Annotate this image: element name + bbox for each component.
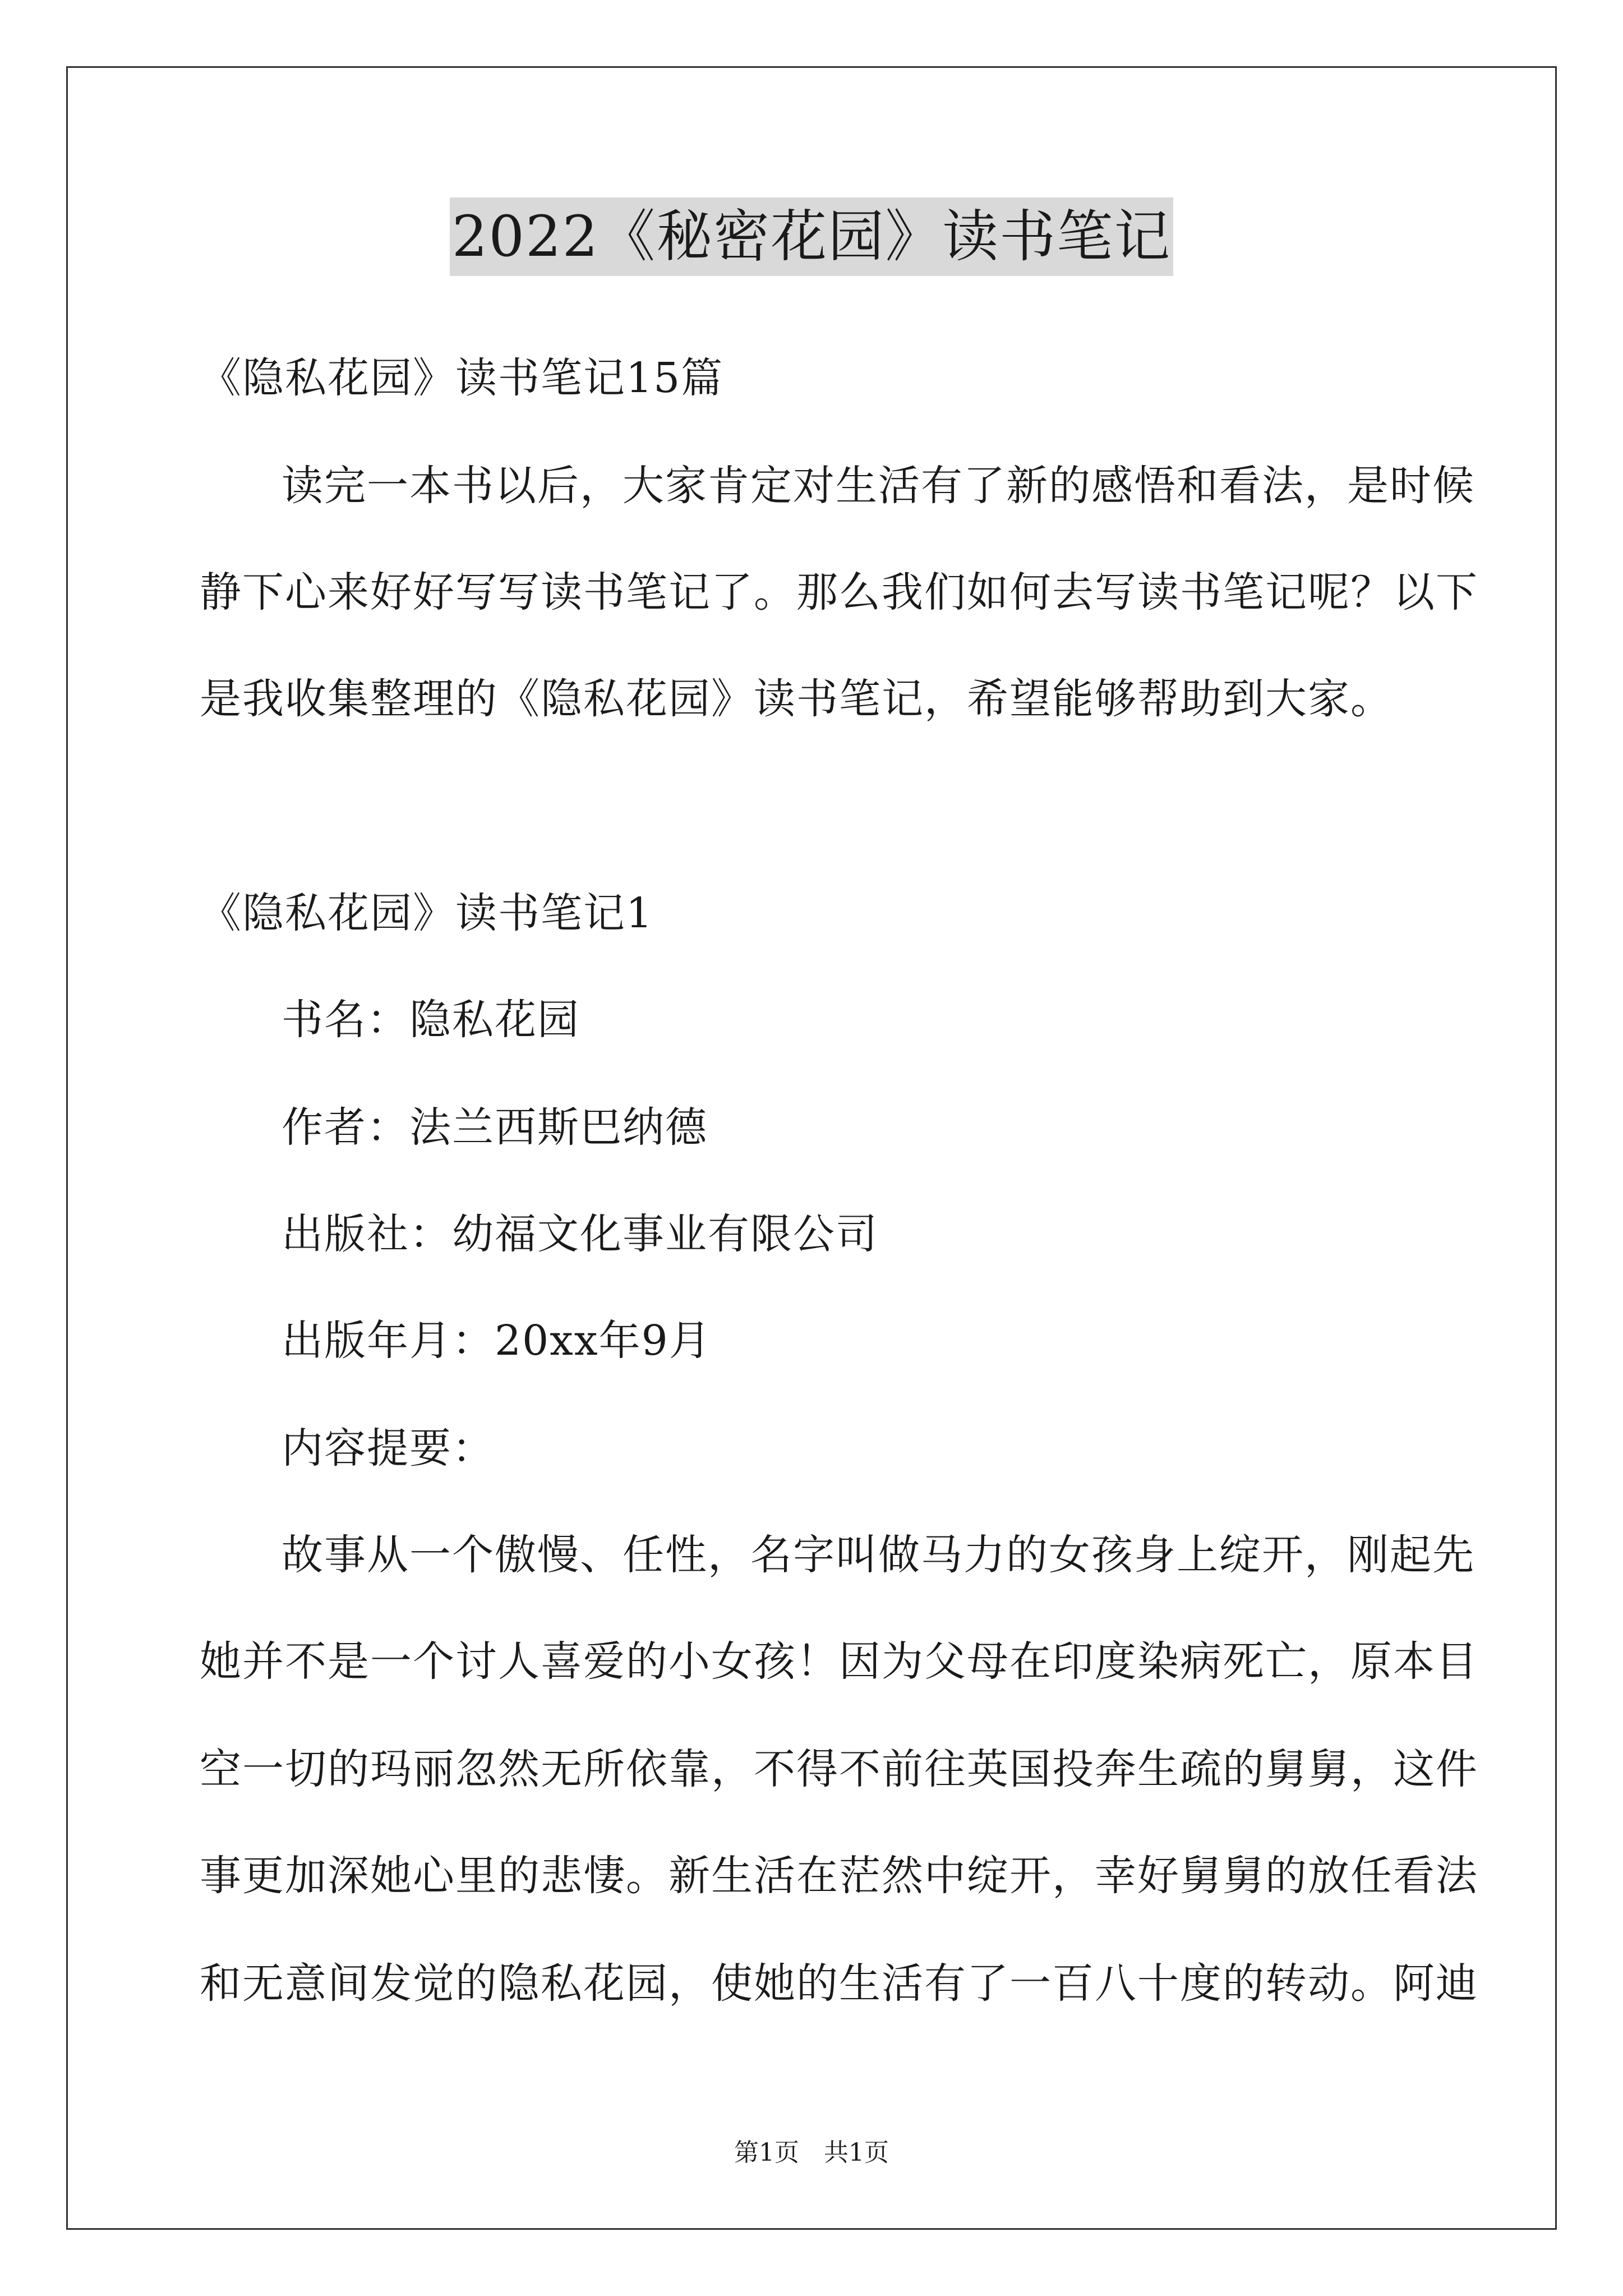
summary-label: 内容提要： (282, 1424, 495, 1473)
summary-line: 事更加深她心里的悲悽。新生活在茫然中绽开，幸好舅舅的放任看法 (200, 1852, 1478, 1900)
page-footer: 第1页 共1页 (734, 2138, 889, 2167)
intro-line: 读完一本书以后，大家肯定对生活有了新的感悟和看法，是时候 (282, 462, 1475, 510)
book-name: 书名：隐私花园 (282, 996, 580, 1044)
summary-line: 和无意间发觉的隐私花园，使她的生活有了一百八十度的转动。阿迪 (200, 1959, 1478, 2008)
subtitle: 《隐私花园》读书笔记15篇 (200, 354, 724, 402)
summary-line: 她并不是一个讨人喜爱的小女孩！因为父母在印度染病死亡，原本目 (200, 1637, 1478, 1686)
book-author: 作者：法兰西斯巴纳德 (282, 1103, 708, 1152)
summary-line: 故事从一个傲慢、任性，名字叫做马力的女孩身上绽开，刚起先 (282, 1531, 1475, 1579)
intro-line: 静下心来好好写写读书笔记了。那么我们如何去写读书笔记呢？以下 (200, 568, 1478, 616)
title-wrap (0, 197, 1623, 276)
book-publisher: 出版社：幼福文化事业有限公司 (282, 1210, 878, 1258)
document-title: 2022《秘密花园》读书笔记 (450, 197, 1174, 276)
summary-line: 空一切的玛丽忽然无所依靠，不得不前往英国投奔生疏的舅舅，这件 (200, 1745, 1478, 1793)
section-heading: 《隐私花园》读书笔记1 (200, 889, 654, 937)
book-date: 出版年月：20xx年9月 (282, 1317, 712, 1365)
intro-line: 是我收集整理的《隐私花园》读书笔记，希望能够帮助到大家。 (200, 675, 1393, 723)
